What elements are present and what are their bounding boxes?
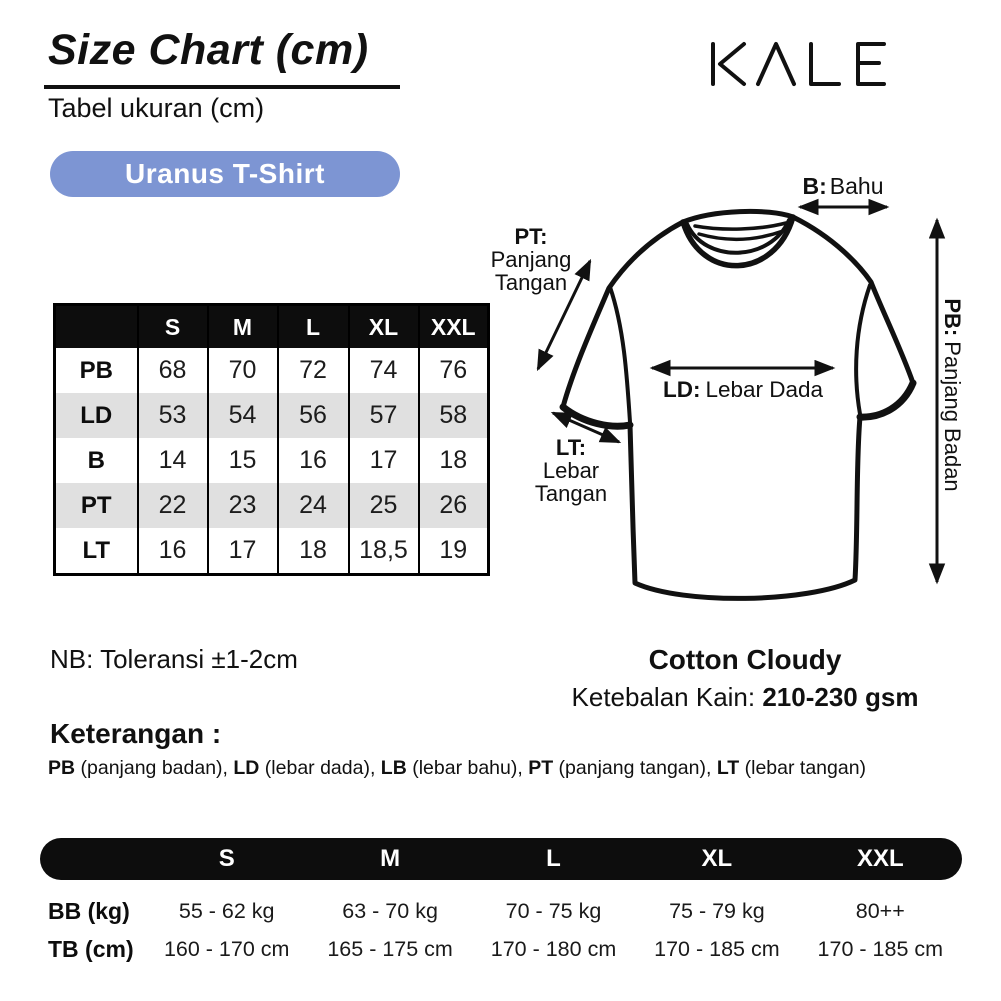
size-table-head (55, 305, 489, 349)
size-value-cell: 53 (138, 393, 208, 438)
legend-abbr: PT (528, 757, 554, 779)
legend-item (381, 757, 528, 779)
lebar-tangan-label-line1: Lebar (542, 458, 600, 483)
legend-item (48, 757, 233, 779)
lebar-dada-label: LD: Lebar Dada (662, 377, 824, 402)
size-value-cell: 68 (138, 348, 208, 393)
size-table-row (55, 528, 489, 575)
size-table-corner-cell (55, 305, 138, 349)
legend-item (717, 757, 866, 779)
fabric-name: Cotton Cloudy (648, 644, 842, 675)
fabric-thickness-value: 210-230 gsm (762, 682, 919, 712)
panjang-tangan-label-line1: Panjang (490, 247, 572, 272)
size-value-cell: 22 (138, 483, 208, 528)
body-col-header: XXL (856, 845, 904, 872)
size-table-body (55, 348, 489, 575)
page-subtitle: Tabel ukuran (cm) (48, 93, 265, 123)
size-value-cell: 72 (278, 348, 349, 393)
size-value-cell: 76 (419, 348, 489, 393)
body-value-cell: 55 - 62 kg (178, 898, 275, 923)
size-table-row (55, 438, 489, 483)
size-value-cell: 57 (349, 393, 419, 438)
brand-logo (708, 40, 892, 93)
size-table-row (55, 348, 489, 393)
body-value-cell: 170 - 180 cm (490, 936, 617, 961)
size-value-cell: 14 (138, 438, 208, 483)
size-value-cell: 26 (419, 483, 489, 528)
size-value-cell: 17 (349, 438, 419, 483)
body-row-label: BB (kg) (48, 897, 130, 924)
legend-line (48, 757, 998, 780)
size-col-header: M (208, 305, 278, 349)
legend-desc: (lebar tangan) (739, 757, 867, 779)
body-col-header: L (546, 845, 561, 872)
bahu-label: B: Bahu (802, 173, 884, 199)
size-value-cell: 17 (208, 528, 278, 575)
tshirt-outline-icon (563, 211, 913, 598)
size-value-cell: 16 (138, 528, 208, 575)
body-table-row-bb (40, 894, 962, 928)
size-value-cell: 58 (419, 393, 489, 438)
size-value-cell: 15 (208, 438, 278, 483)
legend-item (233, 757, 380, 779)
size-value-cell: 74 (349, 348, 419, 393)
body-table-header (40, 838, 962, 880)
panjang-tangan-label-line2: Tangan (494, 270, 568, 295)
product-badge: Uranus T-Shirt (50, 151, 400, 197)
size-value-cell: 18 (278, 528, 349, 575)
body-value-cell: 63 - 70 kg (342, 898, 438, 923)
size-col-header: XL (349, 305, 419, 349)
size-value-cell: 54 (208, 393, 278, 438)
size-row-label: PT (55, 483, 138, 528)
tshirt-diagram-icon (483, 158, 1001, 650)
legend-desc: (lebar bahu), (406, 757, 529, 779)
size-row-label: LT (55, 528, 138, 575)
body-value-cell: 70 - 75 kg (505, 898, 602, 923)
size-value-cell: 56 (278, 393, 349, 438)
size-col-header: XXL (419, 305, 489, 349)
body-value-cell: 170 - 185 cm (817, 936, 944, 961)
legend-abbr: PB (48, 757, 76, 779)
legend-item (528, 757, 717, 779)
fabric-thickness-label: Ketebalan Kain: (571, 682, 763, 712)
size-row-label: B (55, 438, 138, 483)
size-table-row (55, 393, 489, 438)
legend-desc: (lebar dada), (259, 757, 381, 779)
body-col-header: S (218, 845, 235, 872)
brand-logo-kale-icon (708, 40, 892, 88)
body-row-label: TB (cm) (48, 935, 134, 962)
tolerance-note: NB: Toleransi ±1-2cm (50, 644, 298, 674)
legend-abbr: LT (716, 757, 740, 779)
size-value-cell: 25 (349, 483, 419, 528)
panjang-tangan-label-abbr: PT: (514, 224, 548, 249)
body-value-cell: 80++ (855, 898, 905, 923)
body-col-header: M (380, 845, 401, 872)
size-value-cell: 18 (419, 438, 489, 483)
size-col-header: L (278, 305, 349, 349)
size-value-cell: 70 (208, 348, 278, 393)
body-value-cell: 75 - 79 kg (669, 898, 765, 923)
legend-desc: (panjang badan), (75, 757, 234, 779)
body-table-row-tb (40, 932, 962, 966)
panjang-badan-label: PB:Panjang Badan (940, 298, 965, 492)
size-row-label: LD (55, 393, 138, 438)
body-col-header: XL (701, 845, 733, 872)
tshirt-measurement-diagram (483, 158, 1001, 655)
legend-title: Keterangan : (50, 718, 222, 749)
legend-abbr: LB (380, 757, 407, 779)
size-row-label: PB (55, 348, 138, 393)
legend-desc: (panjang tangan), (553, 757, 717, 779)
body-value-cell: 165 - 175 cm (327, 936, 453, 961)
lebar-tangan-label-line2: Tangan (534, 481, 608, 506)
body-value-cell: 160 - 170 cm (163, 936, 290, 961)
size-value-cell: 24 (278, 483, 349, 528)
size-value-cell: 18,5 (349, 528, 419, 575)
size-col-header: S (138, 305, 208, 349)
lebar-tangan-label-abbr: LT: (555, 435, 587, 460)
legend-abbr: LD (233, 757, 260, 779)
size-table-row (55, 483, 489, 528)
size-value-cell: 16 (278, 438, 349, 483)
size-table-header-row (55, 305, 489, 349)
fabric-thickness (500, 682, 990, 713)
body-value-cell: 170 - 185 cm (654, 936, 780, 961)
size-value-cell: 19 (419, 528, 489, 575)
size-table (53, 303, 490, 576)
page-title: Size Chart (cm) (48, 26, 369, 74)
size-value-cell: 23 (208, 483, 278, 528)
title-underline (44, 85, 400, 89)
